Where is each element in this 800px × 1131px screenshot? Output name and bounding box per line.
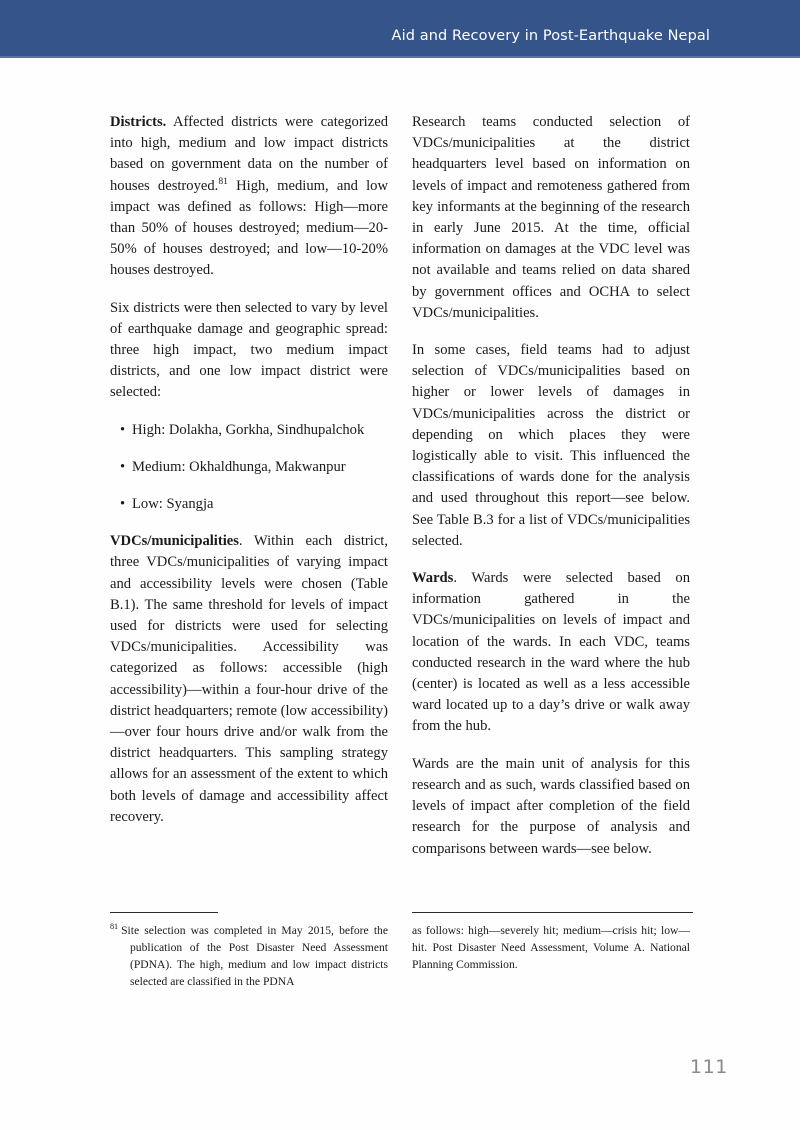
paragraph-vdcs-text: . Within each district, three VDCs/municipalities of varying impact and accessibility levels were chosen (Table B.1). The same threshold for levels of impact used for districts were used for selecting VDCs/municipalities. Accessibility was categorized as follows: accessible (high accessibility)—within a four-hour drive of the district headquarters; remote (low accessibility)—over four hours drive and/or walk from the district headquarters. This sampling strategy allows for an assessment of the extent to which both levels of damage and accessibility affect recovery.	[110, 533, 388, 825]
running-header-band-edge	[0, 56, 800, 58]
left-column	[110, 112, 388, 860]
paragraph-six-districts: Six districts were then selected to vary by level of earthquake damage and geographic spread: three high impact, two medium impact districts, and one low impact district were selected:	[110, 299, 388, 401]
list-item: • Low: Syangja	[110, 494, 388, 515]
page-body	[110, 112, 690, 860]
paragraph-wards-text: . Wards were selected based on information gathered in the VDCs/municipalities on levels of impact and location of the wards. In each VDC, teams conducted research in the ward where the hub (center) is located as well as a less accessible ward located up to a day’s drive or walk away from the hub.	[412, 570, 690, 735]
footnote-column-left	[110, 912, 388, 990]
paragraph-research-teams: Research teams conducted selection of VDCs/municipalities at the district headquarters level based on information on levels of impact and remoteness gathered from key informants at the beginning of the research in early June 2015. At the time, official information on damages at the VDC level was not available and teams relied on data shared by government offices and OCHA to select VDCs/municipalities.	[412, 114, 690, 321]
paragraph-wards-lead: Wards	[412, 570, 454, 587]
footnote-separator-rule	[110, 912, 218, 913]
footnote-text-right: as follows: high—severely hit; medium—crisis hit; low—hit. Post Disaster Need Assessment, Volume A. National Planning Commission.	[412, 924, 690, 971]
paragraph-vdcs-municipalities	[110, 531, 388, 828]
footnote-number: 81	[110, 922, 119, 932]
paragraph-wards-unit-of-analysis: Wards are the main unit of analysis for this research and as such, wards classified based on levels of impact after completion of the field research for the purpose of analysis and comparisons between wards—see below.	[412, 755, 690, 857]
page-number: 111	[689, 1056, 728, 1078]
footnote-body-left: Site selection was completed in May 2015, before the publication of the Post Disaster Need Assessment (PDNA). The high, medium and low impact districts selected are classified in the PDNA	[121, 924, 388, 988]
paragraph-districts-text-a: Affected districts were categorized into high, medium and low impact districts based on government data on the number of houses destroyed.	[110, 114, 388, 194]
district-selection-list	[110, 420, 388, 516]
paragraph-districts-text-b: High, medium, and low impact was defined as follows: High—more than 50% of houses destroyed; medium—20-50% of houses destroyed; and low—10-20% houses destroyed.	[110, 177, 388, 279]
footnote-marker-81: 81	[218, 175, 228, 187]
paragraph-districts-lead: Districts.	[110, 114, 167, 130]
list-item: • High: Dolakha, Gorkha, Sindhupalchok	[110, 420, 388, 441]
paragraph-field-adjustments: In some cases, field teams had to adjust selection of VDCs/municipalities based on higher or lower levels of damages in VDCs/municipalities across the district or depending on which places they were logistically able to visit. This influenced the classifications of wards done for the analysis and used throughout this report—see below. See Table B.3 for a list of VDCs/municipalities selected.	[412, 342, 690, 549]
paragraph-vdcs-lead: VDCs/municipalities	[110, 533, 239, 550]
paragraph-wards	[412, 568, 690, 738]
running-header-title: Aid and Recovery in Post-Earthquake Nepal	[391, 28, 710, 44]
footnote-text-left	[110, 922, 388, 990]
footnote-column-right	[412, 912, 690, 990]
list-item: • Medium: Okhaldhunga, Makwanpur	[110, 457, 388, 478]
right-column	[412, 112, 690, 860]
footnote-area	[110, 912, 690, 990]
footnote-separator-rule-continued	[412, 912, 693, 913]
paragraph-districts	[110, 112, 388, 282]
